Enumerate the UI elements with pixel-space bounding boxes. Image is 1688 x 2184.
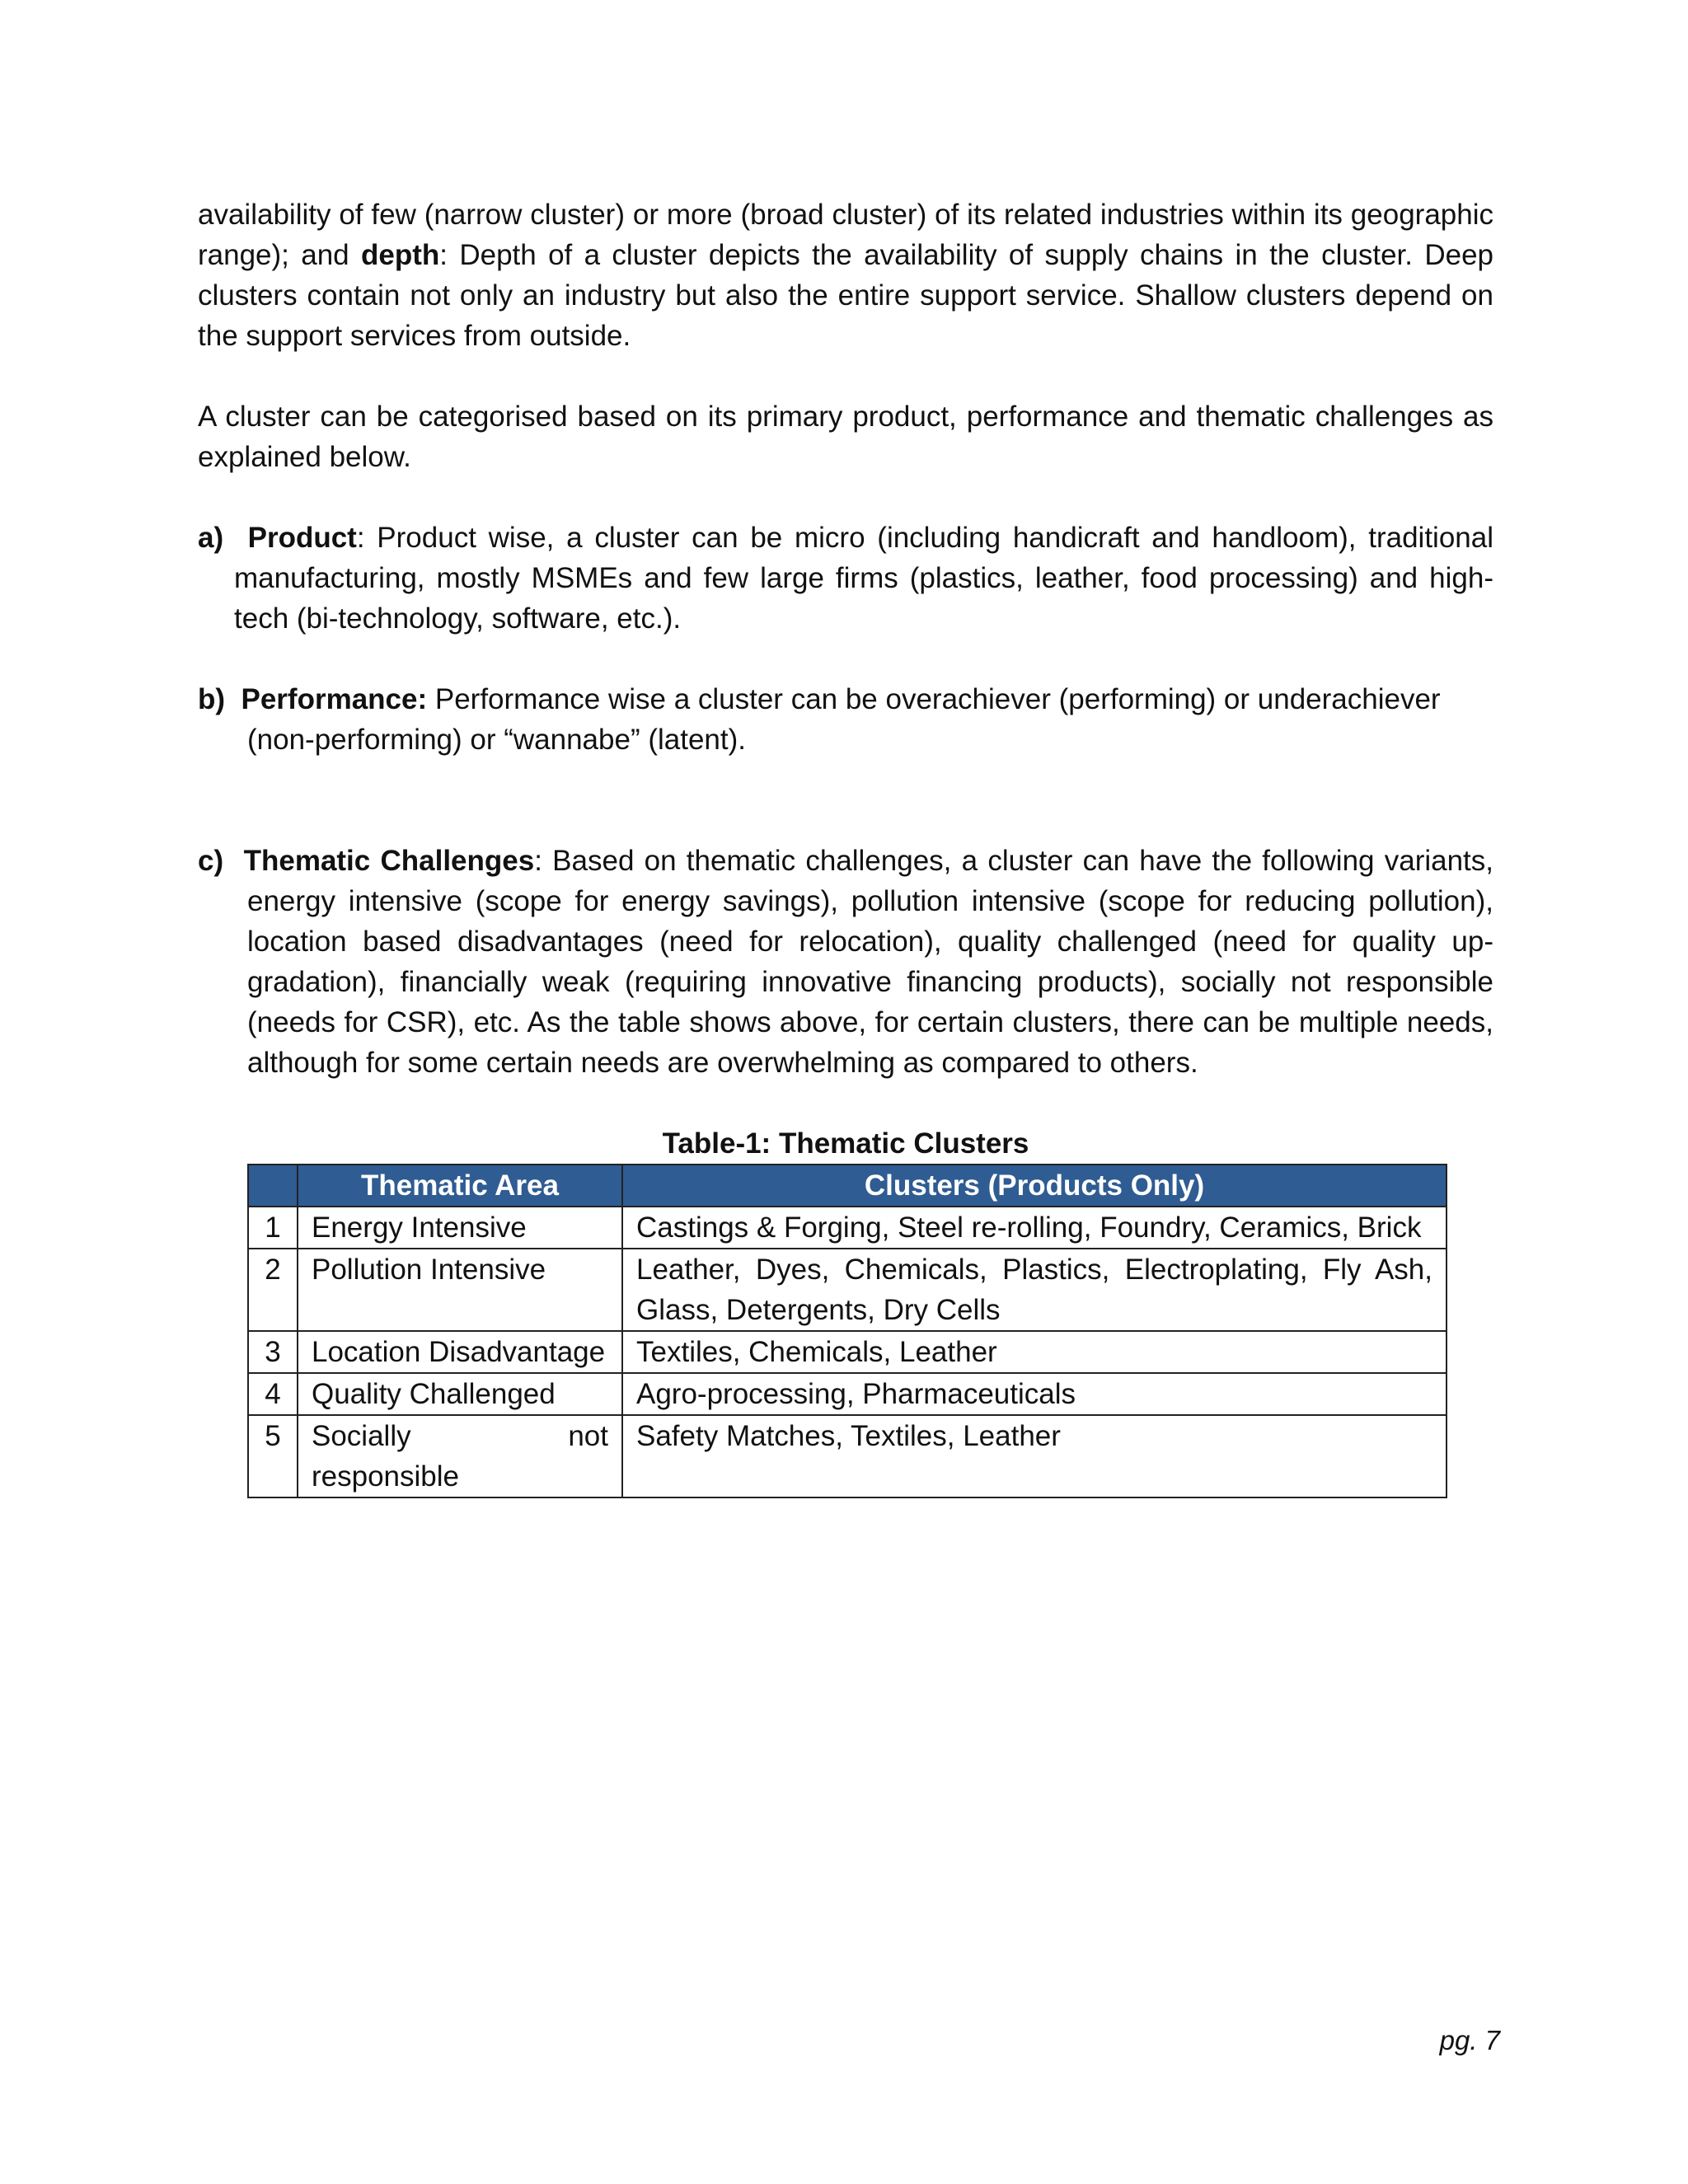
list-title-product: Product	[247, 522, 357, 554]
row-number: 1	[248, 1207, 298, 1249]
row-clusters: Castings & Forging, Steel re-rolling, Foundry, Ceramics, Brick	[622, 1207, 1447, 1249]
thematic-clusters-table	[247, 1164, 1447, 1498]
row-clusters: Textiles, Chemicals, Leather	[622, 1331, 1447, 1373]
list-text-performance: Performance wise a cluster can be overachiever (performing) or underachiever (non-performing) or “wannabe” (latent).	[247, 683, 1441, 756]
list-text-thematic: : Based on thematic challenges, a cluster can have the following variants, energy intensive (scope for energy savings), pollution intensive (scope for reducing pollution), location based disadvantages (need for relocation), quality challenged (need for quality up-gradation), financially weak (requiring innovative financing products), socially not responsible (needs for CSR), etc. As the table shows above, for certain clusters, there can be multiple needs, although for some certain needs are overwhelming as compared to others.	[247, 845, 1494, 1079]
header-number	[248, 1165, 298, 1207]
table-row	[248, 1249, 1447, 1331]
row-number: 5	[248, 1415, 298, 1497]
row-thematic-area: Energy Intensive	[298, 1207, 622, 1249]
categorisation-paragraph: A cluster can be categorised based on its primary product, performance and thematic challenges as explained below.	[198, 401, 1493, 473]
list-item-thematic	[198, 841, 1493, 1083]
row-thematic-area: Location Disadvantage	[298, 1331, 622, 1373]
table-title: Table-1: Thematic Clusters	[662, 1127, 1029, 1160]
row-thematic-area: Socially not responsible	[298, 1415, 622, 1497]
table-row	[248, 1415, 1447, 1497]
table-row	[248, 1373, 1447, 1415]
row-clusters: Safety Matches, Textiles, Leather	[622, 1415, 1447, 1497]
list-text-product: : Product wise, a cluster can be micro (including handicraft and handloom), traditional manufacturing, mostly MSMEs and few large firms (plastics, leather, food processing) and high-tech (bi-technology, software, etc.).	[234, 522, 1494, 635]
row-number: 4	[248, 1373, 298, 1415]
list-item-performance	[198, 679, 1493, 760]
intro-paragraph	[198, 194, 1493, 356]
table-header-row	[248, 1165, 1447, 1207]
list-title-performance: Performance:	[241, 683, 428, 715]
row-thematic-area: Pollution Intensive	[298, 1249, 622, 1331]
intro-text-1: availability of few (narrow cluster) or more (broad cluster) of its related industries within its geographic range); and	[198, 199, 1493, 271]
list-title-thematic: Thematic Challenges	[243, 845, 535, 877]
row-clusters: Leather, Dyes, Chemicals, Plastics, Electroplating, Fly Ash, Glass, Detergents, Dry Cells	[622, 1249, 1447, 1331]
row-number: 2	[248, 1249, 298, 1331]
list-marker-a: a)	[198, 522, 224, 554]
document-page	[198, 194, 1493, 1498]
table-row	[248, 1331, 1447, 1373]
list-marker-b: b)	[198, 683, 226, 715]
list-marker-c: c)	[198, 845, 224, 877]
page-number: pg. 7	[1439, 2025, 1500, 2055]
row-number: 3	[248, 1331, 298, 1373]
table-row	[248, 1207, 1447, 1249]
header-thematic-area: Thematic Area	[298, 1165, 622, 1207]
header-clusters: Clusters (Products Only)	[622, 1165, 1447, 1207]
intro-text-2: : Depth of a cluster depicts the availability of supply chains in the cluster. Deep clusters contain not only an industry but also the entire support service. Shallow clusters depend on the support services from outside.	[198, 239, 1493, 352]
row-thematic-area: Quality Challenged	[298, 1373, 622, 1415]
intro-bold-depth: depth	[361, 239, 440, 271]
row-clusters: Agro-processing, Pharmaceuticals	[622, 1373, 1447, 1415]
list-item-product	[198, 518, 1493, 639]
